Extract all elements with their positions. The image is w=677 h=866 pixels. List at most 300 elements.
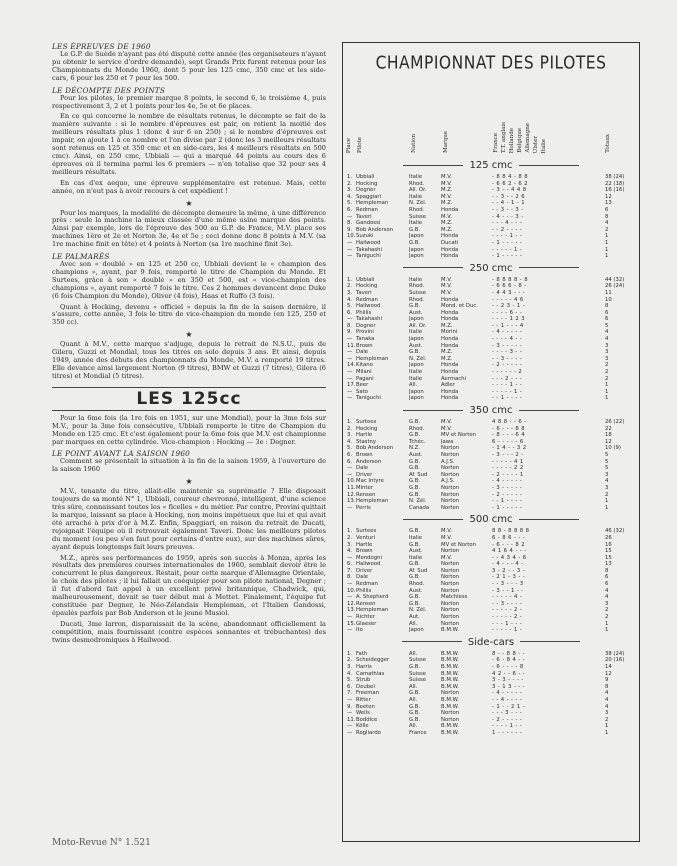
scores-cell: 4 1 6 4 - - - [492,548,527,555]
brand-cell: M.Z. [441,322,453,329]
pilot-cell: Suzuki [356,233,374,240]
scores-cell: - 1 4 - - 3 2 [492,445,527,452]
place-cell: 6. [347,206,353,213]
total-cell: 38 (24) [605,174,625,180]
table-row [345,561,637,568]
scores-cell: - 4 - - - - - [492,478,523,485]
pilot-cell: Strub [356,677,371,684]
table-row [345,627,637,634]
scores-cell: - - - 2 - - - [492,375,523,382]
paragraph: Le G.P. de Suède n'ayant pas été disputé cette année (les organisateurs n'ayant pu obtenir le service d'ordre demandé), sept Grands Prix furent retenus pour les Championnats du Monde 1960, dont 5 pour les 125 cmc, 350 cmc et les side-cars, 6 pour les 250 et 7 pour les 500. [52,50,326,82]
pilot-cell: Richter [356,614,375,621]
brand-cell: Honda [441,342,459,349]
scores-cell: - 3 - - 1 - - [492,587,524,594]
scores-cell: - - - - - 1 - [492,388,523,395]
pilot-cell: Hailwood [356,239,381,246]
table-row [345,657,637,664]
table-row [345,601,637,608]
total-cell: 5 [605,322,609,329]
pilot-cell: Scheidegger [356,657,390,664]
place-cell: 7. [347,690,353,697]
brand-cell: B.M.W. [441,664,459,670]
place-cell: 4. [347,438,353,445]
nation-cell: Rhod. [409,180,425,187]
pilot-cell: Mac Intyre [356,478,384,485]
place-cell: — [347,554,353,561]
total-cell: 8 [605,303,609,310]
pilot-cell: Hailwood [356,303,381,310]
brand-cell: M.V. [441,193,452,200]
nation-cell: Italie [409,369,423,376]
brand-cell: M.V. [441,528,452,535]
table-row [345,498,637,505]
article-column [52,42,326,647]
brand-cell: Norton [441,567,460,574]
brand-cell: Norton [441,451,460,458]
total-cell: 6 [605,309,609,316]
brand-cell: MV et Norton [441,432,476,439]
scores-cell: - 6 - - - - 8 [492,664,524,670]
table-row [345,588,637,595]
pilot-cell: Freeman [356,690,380,697]
brand-cell: B.M.W. [441,723,459,730]
header-gp: Allemagne [525,123,531,153]
table-row [345,303,637,310]
header-gp: Ulster [533,135,539,153]
brand-cell: Honda [441,233,459,240]
brand-cell: Norton [441,561,460,568]
scores-cell: - - 3 - - - - [492,600,523,607]
nation-cell: Japon [409,253,424,260]
place-cell: 1. [347,174,353,180]
scores-cell: 3 - 2 - - 3 - [492,567,526,574]
nation-cell: All. [409,650,418,657]
total-cell: 4 [605,696,609,703]
scores-cell: 3 - 1 3 - - - [492,683,526,690]
total-cell: 4 [605,594,609,601]
scores-cell: - - - 4 - - - [492,220,523,227]
table-row [345,323,637,330]
place-cell: 9. [347,703,353,710]
scores-cell: - 8 - - - 6 4 [492,432,526,439]
total-cell: 5 [605,458,609,465]
table-row [345,389,637,396]
place-cell: 15. [347,620,356,627]
nation-cell: N. Zél. [409,355,427,362]
nation-cell: G.B. [409,226,421,233]
brand-cell: M.Z. [441,349,453,356]
table-row [345,459,637,466]
scores-cell: - 8 8 4 - 8 8 [492,174,528,180]
pilot-cell: Stastny [356,438,377,445]
nation-cell: Japon [409,388,424,395]
pilot-cell: Bob Anderson [356,445,394,452]
total-cell: 11 [605,289,612,296]
brand-cell: M.Z. [441,355,453,362]
total-cell: 14 [605,664,612,670]
nation-cell: Suisse [409,289,426,296]
brand-cell: Honda [441,253,459,260]
place-cell: 4. [347,296,353,303]
table-row [345,664,637,671]
scores-cell: - 4 - - - 3 - [492,213,524,220]
pilot-cell: Pagani [356,375,374,382]
pilot-cell: Ito [356,627,363,634]
brand-cell: Mond. et Duc. [441,303,478,310]
pilot-cell: Sato [356,388,368,395]
place-cell: — [347,336,353,343]
class-heading: Side-cars [345,637,637,649]
scores-cell: 8 8 - 8 8 8 8 [492,528,530,535]
pilot-cell: Ubbiali [356,276,375,283]
table-row [345,290,637,297]
total-cell: 3 [605,349,609,356]
brand-cell: B.M.W. [441,670,459,677]
nation-cell: Italie [409,193,423,200]
table-row [345,581,637,588]
total-cell: 2 [605,614,609,621]
brand-cell: Norton [441,574,460,581]
place-cell: 5. [347,200,353,207]
scores-cell: - - 3 - - 3 - [492,206,524,213]
place-cell: — [347,729,353,736]
total-cell: 4 [605,690,609,697]
pilot-cell: Redman [356,296,378,303]
scores-cell: - - 3 - - 2 6 [492,193,526,200]
nation-cell: G.B. [409,349,421,356]
nation-cell: Japon [409,395,424,402]
total-cell: 2 [605,226,609,233]
section-heading-125cc: LES 125cc [52,387,326,411]
pilot-cell: Tanaka [356,336,375,343]
star-separator-icon: ★ [185,330,193,340]
brand-cell: Norton [441,587,460,594]
table-row [345,548,637,555]
nation-cell: G.B. [409,303,421,310]
place-cell: 8. [347,322,353,329]
nation-cell: Italie [409,220,423,227]
brand-cell: Honda [441,206,459,213]
pilot-cell: Wells [356,710,370,717]
pilot-cell: Hartle [356,541,373,548]
scores-cell: - - 4 - 1 - 1 [492,200,526,207]
total-cell: 1 [605,627,609,634]
paragraph: M.V., tenante du titre, allait-elle maintenir sa suprématie ? Elle disposait toujours de sa monté N° 1, Ubbiali, coureur chevronné, intelligent, d'une science très sûre, connaissant toutes les « ficelles » du métier. Par contre, Provini quittait la marque, laissant sa place à Hocking, non moins impétueux que lui et qui avait été arraché à prix d'or à M.Z. Enfin, Spaggiari, en raison du retrait de Ducati, rejoignait l'équipe où il retrouvait également Taveri. Donc les meilleurs pilotes du moment (ou peu s'en faut pour certains d'entre eux), sur des machines sûres, ayant depuis longtemps fait leurs preuves. [52,487,326,551]
scores-cell: - 4 4 3 - - - [492,289,526,296]
scores-cell: - 1 - - 2 1 - [492,703,526,710]
brand-cell: M.V. [441,425,452,432]
pilot-cell: Glaeser [356,620,377,627]
brand-cell: Aermachi [441,375,467,382]
scores-cell: - - 3 - - - 3 [492,581,524,588]
pilot-cell: Brown [356,548,373,555]
scores-cell: - - 2 - - - - [492,226,523,233]
scores-cell: - - - - 3 - - [492,349,523,356]
nation-cell: Japon [409,627,424,634]
nation-cell: G.B. [409,574,421,581]
header-nation: Nation [411,134,417,153]
scores-cell: - 4 - - - 4 - [492,561,524,568]
table-row [345,362,637,369]
scores-cell: - 3 - - - 2 - [492,451,524,458]
place-cell: 2. [347,534,353,541]
place-cell: — [347,355,353,362]
table-row [345,439,637,446]
scores-cell: - 1 - - - - - [492,239,523,246]
nation-cell: N. Zél. [409,200,427,207]
total-cell: 1 [605,395,609,402]
place-cell: 10. [347,587,356,594]
pilot-cell: Rogliardo [356,729,381,736]
total-cell: 44 (32) [605,276,625,283]
nation-cell: Tchéc. [409,438,426,445]
brand-cell: B.M.W. [441,696,459,703]
pilot-cell: Boddice [356,716,378,723]
place-cell: — [347,395,353,402]
brand-cell: B.M.W. [441,729,459,736]
brand-cell: Norton [441,690,460,697]
pilot-cell: Anderson [356,458,382,465]
total-cell: 26 [605,534,612,541]
total-cell: 2 [605,607,609,614]
brand-cell: M.V. [441,534,452,541]
total-cell: 6 [605,206,609,213]
brand-cell: Norton [441,445,460,452]
nation-cell: Aust. [409,451,423,458]
table-row [345,181,637,188]
pilot-cell: Phillis [356,309,372,316]
brand-cell: Norton [441,581,460,588]
place-cell: — [347,581,353,588]
table-row [345,730,637,737]
nation-cell: Japon [409,362,424,369]
pilot-cell: Ritter [356,696,371,703]
nation-cell: Rhod. [409,283,425,290]
table-row [345,214,637,221]
total-cell: 2 [605,491,609,498]
place-cell: — [347,723,353,730]
brand-cell: Norton [441,710,460,717]
brand-cell: M.V. [441,180,452,187]
table-row [345,671,637,678]
table-row [345,492,637,499]
paragraph: Quant à M.V., cette marque s'adjuge, depuis le retrait de N.S.U., puis de Gilera, Guzzi et Mondial, tous les titres en solo depuis 3 ans. Et ainsi, depuis 1949, année des débuts des championnats du Monde, M.V. a remporté 19 titres. Elle devance ainsi largement Norton (9 titres), BMW et Guzzi (7 titres), Gilera (6 titres) et Mondial (5 titres). [52,340,326,380]
scores-cell: - 2 - - - - - [492,716,523,723]
nation-cell: All. Or. [409,187,427,194]
total-cell: 1 [605,498,609,505]
pilot-cell: Hempleman [356,200,389,207]
class-heading: 250 cmc [345,263,637,275]
scores-cell: - - - - - 4 6 [492,296,524,303]
pilot-cell: Camathias [356,670,385,677]
brand-cell: M.Z. [441,200,453,207]
place-cell: — [347,239,353,246]
place-cell: 2. [347,425,353,432]
nation-cell: Suisse [409,677,426,684]
table-row [345,426,637,433]
table-row [345,240,637,247]
nation-cell: Japon [409,233,424,240]
nation-cell: Suisse [409,657,426,664]
place-cell: 3. [347,432,353,439]
total-cell: 8 [605,683,609,690]
table-row [345,297,637,304]
pilot-cell: Surtees [356,419,377,425]
table-row [345,382,637,389]
scores-cell: - - 1 - - - 4 [492,322,524,329]
pilot-cell: Brown [356,342,373,349]
scores-cell: - - 3 - - - - [492,355,523,362]
scores-cell: - 1 - - - - - [492,504,523,511]
table-row [345,465,637,472]
place-cell: — [347,213,353,220]
table-row [345,621,637,628]
brand-cell: Honda [441,369,459,376]
pilot-cell: Hocking [356,425,378,432]
total-cell: 16 (16) [605,187,625,194]
scores-cell: - - 4 - - - - [492,696,523,703]
total-cell: 4 [605,703,609,710]
scores-cell: 4 2 - - 6 - - [492,670,526,677]
scores-cell: - 2 - - - - - [492,362,523,369]
brand-cell: A.J.S. [441,478,455,485]
nation-cell: Aut. [409,614,420,621]
place-cell: — [347,316,353,323]
table-row [345,472,637,479]
total-cell: 2 [605,716,609,723]
scores-cell: - - - - - 2 - [492,614,523,621]
scores-cell: - - - - - 2 - [492,607,523,614]
paragraph: Avec son « doublé » en 125 et 250 cc, Ubbiali devient le « champion des champions », ayant, par 9 fois, remporté le titre de Champion du Monde. Et Surtees, grâce à son « doublé » en 350 et 500, est « vice-champion des champions », ayant remporté 7 fois le titre. Ces 2 hommes devancent donc Duke (6 fois Champion du Monde), Oliver (4 fois), Haas et Ruffo (3 fois). [52,260,326,300]
table-row [345,432,637,439]
star-separator-icon: ★ [185,477,193,487]
brand-cell: Honda [441,395,459,402]
nation-cell: All. [409,620,418,627]
total-cell: 12 [605,193,612,200]
scores-cell: - - - - - 1 - [492,627,523,634]
brand-cell: M.Z. [441,226,453,233]
total-cell: 10 (9) [605,445,621,452]
brand-cell: B.M.W. [441,657,459,664]
total-cell: 38 (24) [605,650,625,657]
pilot-cell: Provini [356,329,374,336]
scores-cell: - 4 - - - - - [492,690,523,697]
paragraph: En ce qui concerne le nombre de résultats retenus, le décompte se fait de la manière suivante : si le nombre d'épreuves est pair, on retient la moitié des meilleurs résultats plus 1 (donc 4 sur 6 en 250) ; si le nombre d'épreuves est impair, on ajoute 1 à ce nombre et l'on divise par 2 (donc les 3 meilleurs résultats sont retenus en 125 et 350 cmc et en side-cars, les 4 meilleurs résultats en 500 cmc). Ainsi, en 250 cmc, Ubbiali — qui a marqué 44 points au cours des 6 épreuves où il termina parmi les 6 premiers — n'en totalise que 32 pour ses 4 meilleurs résultats. [52,112,326,176]
total-cell: 13 [605,200,612,207]
nation-cell: G.B. [409,478,421,485]
scores-cell: - 2 - - - - 1 [492,471,524,478]
nation-cell: G.B. [409,690,421,697]
column-headers [343,83,639,153]
place-cell: 6. [347,561,353,568]
total-cell: 1 [605,388,609,395]
brand-cell: B.M.W. [441,683,459,690]
scores-cell: - - - - - 2 2 [492,465,524,472]
header-pilote: Pilote [357,137,363,153]
total-cell: 4 [605,336,609,343]
total-cell: 10 [605,296,612,303]
table-row [345,555,637,562]
table-row [345,277,637,284]
place-cell: 13. [347,607,356,614]
table-row [345,684,637,691]
place-cell: 14. [347,362,356,369]
nation-cell: G.B. [409,703,421,710]
table-row [345,452,637,459]
table-row [345,336,637,343]
table-row [345,717,637,724]
header-gp: Italie [541,138,547,153]
pilot-cell: Dale [356,574,369,581]
section-title-decompte: LE DÉCOMPTE DES POINTS [52,85,166,95]
brand-cell: Norton [441,600,460,607]
nation-cell: Italie [409,329,423,336]
table-row [345,343,637,350]
brand-cell: B.M.W. [441,703,459,710]
scores-cell: - 6 - 8 4 - - [492,657,526,664]
pilot-cell: Mendogni [356,554,382,561]
table-row [345,200,637,207]
class-heading: 350 cmc [345,405,637,417]
brand-cell: A.J.S. [441,458,455,465]
scores-cell: - - 2 3 - 1 - [492,303,526,310]
paragraph: Pour les pilotes, le premier marque 8 points, le second 6, le troisième 4, puis respectivement 3, 2 et 1 points pour les 4e, 5e et 6e places. [52,93,326,110]
pilot-cell: Takahashi [356,246,383,253]
brand-cell: Honda [441,296,459,303]
nation-cell: G.B. [409,600,421,607]
total-cell: 3 [605,710,609,717]
total-cell: 2 [605,375,609,382]
nation-cell: Italie [409,375,423,382]
paragraph: En cas d'ex aequo, une épreuve supplémentaire est retenue. Mais, cette année, on n'eut pas à avoir recours à cet expédient ! [52,178,326,195]
section-title-epreuves: LES ÉPREUVES DE 1960 [52,42,151,51]
table-row [345,283,637,290]
table-row [345,445,637,452]
standings-table [345,157,637,737]
brand-cell: B.M.W. [441,650,459,657]
paragraph: Comment se présentait la situation à la fin de la saison 1959, à l'ouverture de la saison 1960 [52,457,326,474]
header-gp: T.T. anglais [501,122,507,153]
brand-cell: Norton [441,716,460,723]
place-cell: 3. [347,289,353,296]
nation-cell: G.B. [409,419,421,425]
table-row [345,528,637,535]
brand-cell: Honda [441,362,459,369]
header-gp: Belgique [517,128,523,153]
nation-cell: Aust. [409,342,423,349]
table-row [345,485,637,492]
star-separator-icon: ★ [185,198,193,208]
place-cell: 3. [347,541,353,548]
table-row [345,535,637,542]
brand-cell: M.V. [441,419,452,425]
scores-cell: - - - - - - 2 [492,369,523,376]
table-row [345,505,637,512]
place-cell: 10. [347,233,356,240]
total-cell: 4 [605,329,609,336]
nation-cell: G.B. [409,664,421,670]
table-row [345,310,637,317]
total-cell: 5 [605,465,609,472]
scores-cell: - 2 1 - 3 - - [492,574,526,581]
scores-cell: - - - - 4 - - [492,336,523,343]
page-footer: Moto-Revue N° 1.521 [52,838,151,848]
total-cell: 9 [605,677,609,684]
place-cell: — [347,710,353,717]
place-cell: — [347,696,353,703]
nation-cell: G.B. [409,710,421,717]
scores-cell: 6 - 8 6 - - - [492,534,526,541]
